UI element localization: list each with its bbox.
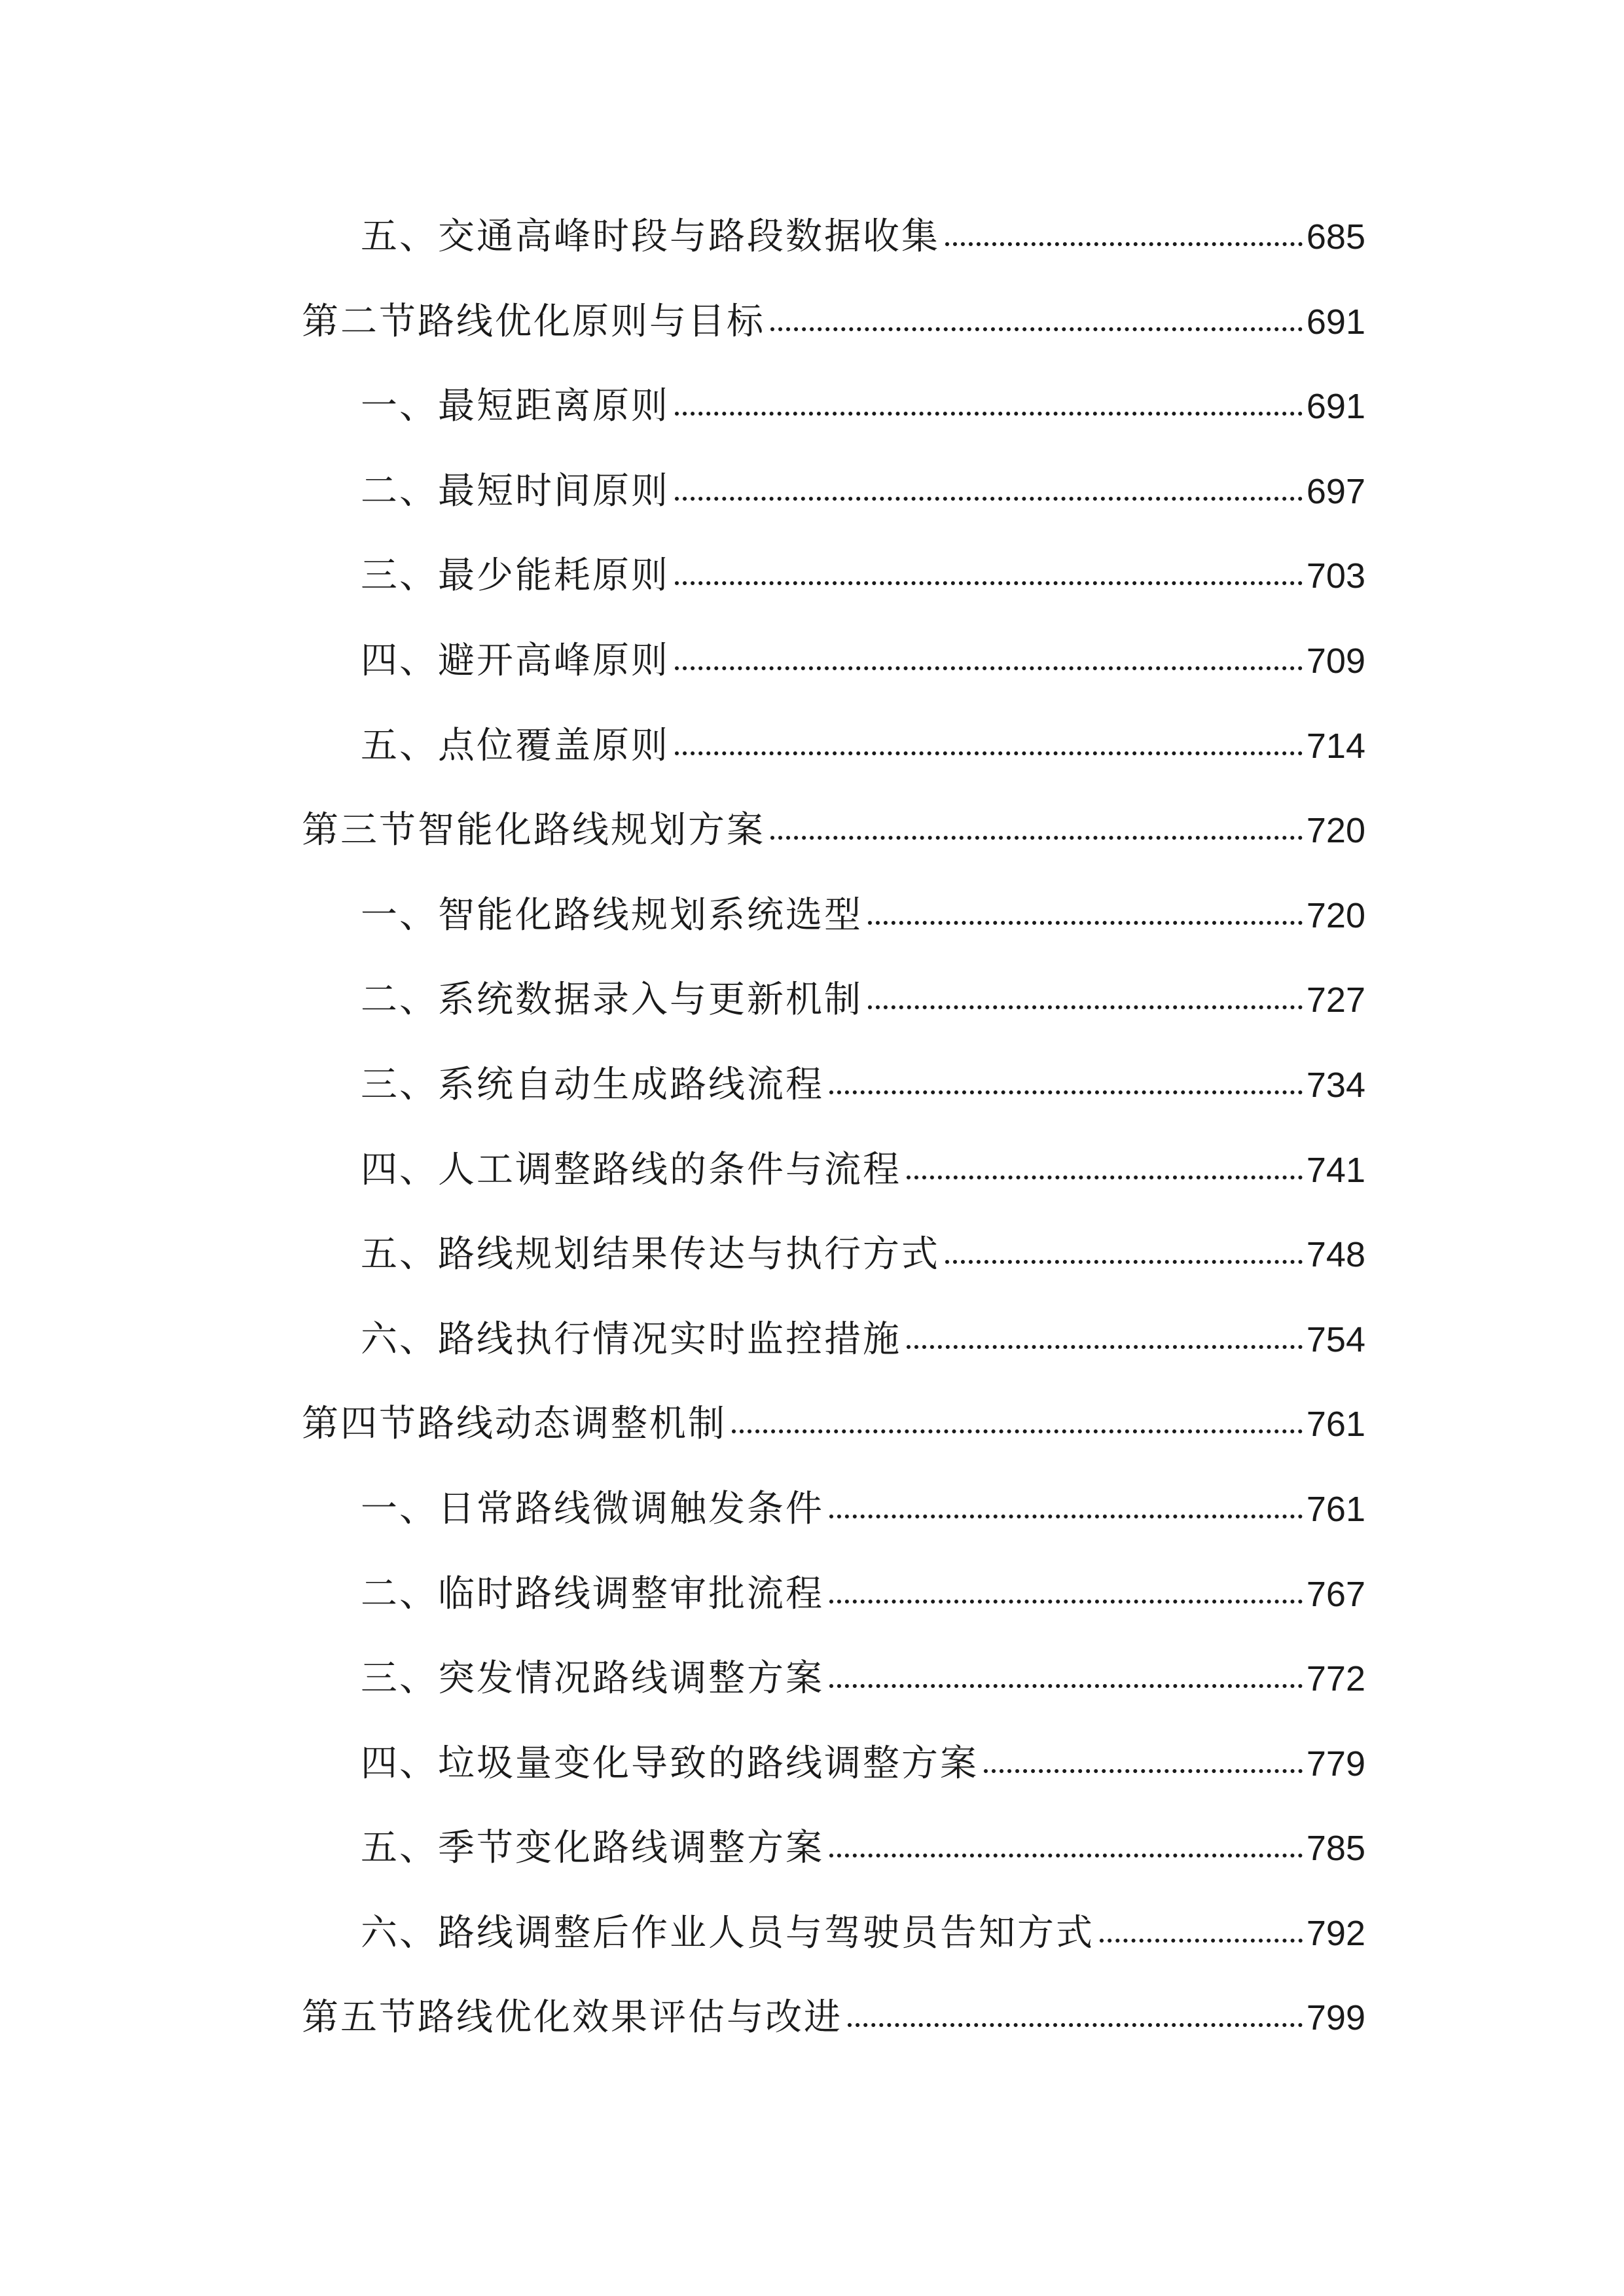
toc-entry-title: 三、最少能耗原则 <box>361 554 670 598</box>
toc-dot-leader <box>770 836 1303 840</box>
toc-entry[interactable] <box>302 889 1365 975</box>
toc-entry[interactable] <box>302 1653 1365 1738</box>
toc-dot-leader <box>829 1600 1303 1604</box>
toc-dot-leader <box>675 581 1303 585</box>
toc-entry-title: 第三节智能化路线规划方案 <box>302 809 765 852</box>
toc-entry[interactable] <box>302 974 1365 1059</box>
toc-entry-title: 二、最短时间原则 <box>361 469 670 512</box>
toc-entry-title: 六、路线调整后作业人员与驾驶员告知方式 <box>361 1911 1094 1954</box>
toc-entry-title: 三、突发情况路线调整方案 <box>361 1657 824 1700</box>
toc-page-number: 792 <box>1306 1913 1365 1953</box>
toc-entry-title: 第二节路线优化原则与目标 <box>302 300 765 343</box>
toc-entry-title: 四、避开高峰原则 <box>361 639 670 682</box>
toc-page-number: 685 <box>1306 217 1365 257</box>
toc-page-number: 748 <box>1306 1235 1365 1275</box>
toc-dot-leader <box>829 1684 1303 1688</box>
toc-dot-leader <box>945 242 1303 246</box>
toc-entry-title: 五、季节变化路线调整方案 <box>361 1827 824 1870</box>
toc-page-number: 714 <box>1306 726 1365 766</box>
toc-entry[interactable] <box>302 211 1365 296</box>
toc-entry[interactable] <box>302 550 1365 635</box>
toc-entry-title: 第五节路线优化效果评估与改进 <box>302 1996 842 2039</box>
toc-entry[interactable] <box>302 1738 1365 1823</box>
toc-dot-leader <box>848 2023 1303 2027</box>
toc-entry-title: 五、点位覆盖原则 <box>361 724 670 767</box>
toc-page-number: 754 <box>1306 1319 1365 1359</box>
toc-dot-leader <box>829 1515 1303 1518</box>
toc-entry[interactable] <box>302 1822 1365 1907</box>
toc-dot-leader <box>675 751 1303 755</box>
toc-dot-leader <box>907 1175 1303 1179</box>
toc-entry-title: 二、临时路线调整审批流程 <box>361 1572 824 1615</box>
toc-entry[interactable] <box>302 1059 1365 1144</box>
toc-section-entry[interactable] <box>302 296 1365 381</box>
toc-entry-title: 三、系统自动生成路线流程 <box>361 1063 824 1106</box>
toc-page-number: 779 <box>1306 1744 1365 1784</box>
toc-dot-leader <box>945 1260 1303 1264</box>
toc-page-number: 709 <box>1306 641 1365 681</box>
toc-section-entry[interactable] <box>302 804 1365 889</box>
toc-entry-title: 五、交通高峰时段与路段数据收集 <box>361 215 940 258</box>
toc-page-number: 761 <box>1306 1489 1365 1529</box>
toc-entry-title: 六、路线执行情况实时监控措施 <box>361 1318 901 1361</box>
toc-dot-leader <box>675 497 1303 501</box>
toc-page-number: 734 <box>1306 1065 1365 1105</box>
table-of-contents <box>302 211 1365 2077</box>
toc-page-number: 785 <box>1306 1829 1365 1869</box>
toc-page-number: 703 <box>1306 556 1365 596</box>
toc-dot-leader <box>868 921 1303 925</box>
toc-entry[interactable] <box>302 1483 1365 1568</box>
toc-dot-leader <box>770 327 1303 331</box>
toc-entry[interactable] <box>302 720 1365 805</box>
toc-page-number: 741 <box>1306 1150 1365 1190</box>
toc-entry[interactable] <box>302 380 1365 465</box>
toc-page-number: 761 <box>1306 1405 1365 1444</box>
toc-dot-leader <box>675 666 1303 670</box>
toc-dot-leader <box>1100 1939 1303 1943</box>
toc-entry[interactable] <box>302 1568 1365 1653</box>
toc-dot-leader <box>907 1345 1303 1349</box>
toc-section-entry[interactable] <box>302 1992 1365 2077</box>
toc-dot-leader <box>732 1429 1303 1433</box>
toc-entry[interactable] <box>302 1907 1365 1992</box>
toc-entry[interactable] <box>302 465 1365 550</box>
toc-dot-leader <box>868 1005 1303 1009</box>
toc-section-entry[interactable] <box>302 1398 1365 1483</box>
toc-entry-title: 一、最短距离原则 <box>361 385 670 428</box>
toc-page-number: 767 <box>1306 1574 1365 1614</box>
toc-entry-title: 一、日常路线微调触发条件 <box>361 1487 824 1530</box>
toc-entry-title: 二、系统数据录入与更新机制 <box>361 978 863 1022</box>
toc-entry[interactable] <box>302 635 1365 720</box>
toc-page-number: 691 <box>1306 302 1365 342</box>
toc-dot-leader <box>829 1854 1303 1857</box>
toc-dot-leader <box>675 412 1303 416</box>
toc-entry-title: 四、垃圾量变化导致的路线调整方案 <box>361 1742 979 1785</box>
toc-dot-leader <box>829 1090 1303 1094</box>
toc-entry-title: 五、路线规划结果传达与执行方式 <box>361 1233 940 1276</box>
toc-entry[interactable] <box>302 1229 1365 1314</box>
toc-entry-title: 四、人工调整路线的条件与流程 <box>361 1148 901 1191</box>
toc-entry-title: 一、智能化路线规划系统选型 <box>361 893 863 937</box>
toc-entry[interactable] <box>302 1144 1365 1229</box>
toc-page-number: 720 <box>1306 811 1365 851</box>
toc-entry-title: 第四节路线动态调整机制 <box>302 1403 727 1446</box>
toc-page-number: 799 <box>1306 1998 1365 2038</box>
toc-page-number: 720 <box>1306 895 1365 935</box>
toc-dot-leader <box>984 1769 1303 1773</box>
toc-page-number: 772 <box>1306 1659 1365 1699</box>
toc-entry[interactable] <box>302 1314 1365 1399</box>
toc-page-number: 727 <box>1306 980 1365 1020</box>
toc-page-number: 691 <box>1306 387 1365 427</box>
toc-page-number: 697 <box>1306 471 1365 511</box>
